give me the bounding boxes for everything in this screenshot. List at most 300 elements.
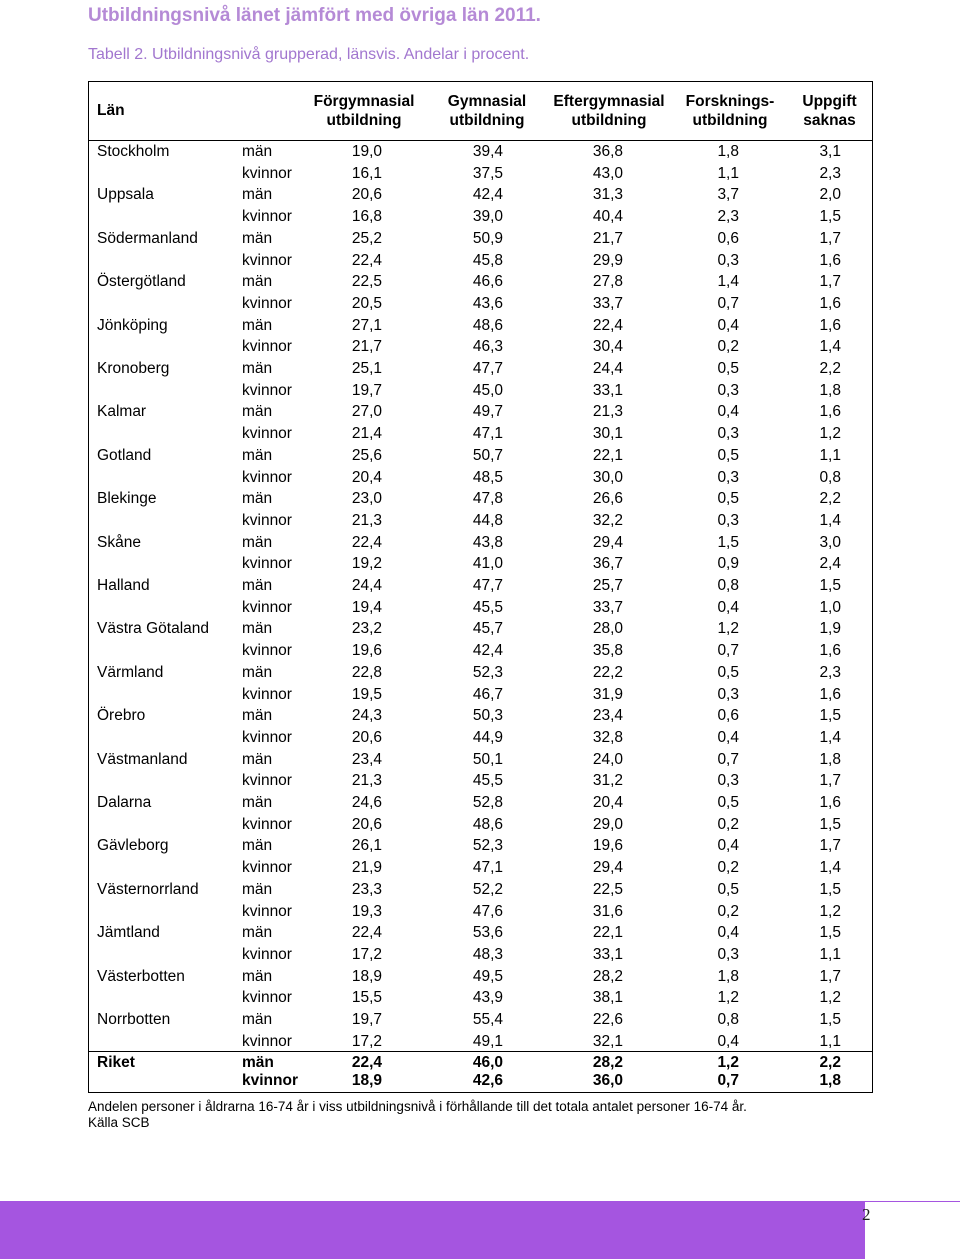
lan-name: Skåne: [97, 533, 141, 551]
table-row: [89, 445, 872, 467]
value-cell: 22,4: [351, 924, 382, 942]
value-cell: 24,0: [592, 750, 623, 768]
value-cell: 1,2: [717, 989, 739, 1007]
value-cell: 1,5: [819, 815, 841, 833]
value-cell: 22,1: [592, 924, 623, 942]
value-cell: 33,7: [592, 294, 623, 312]
header-lan: Län: [97, 102, 125, 119]
value-cell: 19,6: [592, 837, 623, 855]
value-cell: 45,5: [472, 598, 503, 616]
gender-label: män: [242, 1011, 273, 1028]
value-cell: 0,3: [717, 468, 739, 486]
gender-label: män: [242, 186, 273, 204]
value-cell: 0,4: [717, 837, 739, 855]
value-cell: 19,6: [351, 642, 382, 660]
value-cell: 1,1: [819, 446, 841, 464]
value-cell: 47,7: [472, 360, 503, 377]
gender-label: kvinnor: [242, 1032, 292, 1050]
table-row: [89, 640, 872, 662]
value-cell: 0,4: [717, 1032, 739, 1050]
value-cell: 1,6: [819, 294, 841, 312]
value-cell: 18,9: [351, 967, 382, 985]
table-row: [89, 141, 872, 163]
table-row: [89, 271, 872, 293]
lan-name: Riket: [97, 1054, 135, 1071]
value-cell: 0,5: [717, 360, 739, 377]
value-cell: 0,6: [717, 229, 739, 247]
value-cell: 22,1: [592, 446, 623, 464]
table-row: [89, 1009, 872, 1031]
value-cell: 28,2: [592, 967, 623, 985]
value-cell: 55,4: [472, 1011, 503, 1028]
table-row: [89, 163, 872, 185]
value-cell: 17,2: [351, 1032, 382, 1050]
value-cell: 21,4: [351, 425, 382, 443]
value-cell: 1,9: [819, 620, 841, 638]
value-cell: 1,8: [717, 967, 739, 985]
value-cell: 50,1: [472, 750, 503, 768]
value-cell: 36,0: [592, 1072, 623, 1089]
table-row: [89, 901, 872, 923]
gender-label: män: [242, 663, 273, 681]
value-cell: 21,9: [351, 859, 382, 877]
value-cell: 1,0: [819, 598, 841, 616]
value-cell: 1,2: [717, 1054, 739, 1071]
value-cell: 1,4: [819, 859, 841, 877]
table-row: [89, 857, 872, 879]
value-cell: 2,3: [819, 164, 841, 182]
table-row: [89, 358, 872, 380]
value-cell: 1,1: [717, 164, 739, 182]
value-cell: 23,2: [351, 620, 382, 638]
riket-divider: [89, 1051, 872, 1052]
table-caption: Tabell 2. Utbildningsnivå grupperad, länsvis. Andelar i procent.: [88, 46, 530, 63]
value-cell: 21,7: [592, 229, 623, 247]
value-cell: 47,1: [472, 425, 503, 443]
value-cell: 22,5: [351, 273, 382, 291]
value-cell: 1,2: [717, 620, 739, 638]
value-cell: 1,2: [819, 425, 841, 443]
table-row: [89, 770, 872, 792]
gender-label: kvinnor: [242, 555, 292, 573]
value-cell: 25,6: [351, 446, 382, 464]
value-cell: 26,6: [592, 490, 623, 508]
value-cell: 1,4: [819, 728, 841, 746]
value-cell: 0,7: [717, 750, 739, 768]
lan-name: Gotland: [97, 446, 152, 464]
table-row: [89, 966, 872, 988]
value-cell: 31,2: [592, 772, 623, 790]
value-cell: 48,6: [472, 815, 503, 833]
value-cell: 0,3: [717, 511, 739, 529]
value-cell: 1,5: [819, 208, 841, 226]
value-cell: 0,8: [717, 1011, 739, 1028]
value-cell: 0,5: [717, 446, 739, 464]
gender-label: kvinnor: [242, 338, 292, 356]
value-cell: 1,4: [819, 338, 841, 356]
value-cell: 15,5: [351, 989, 382, 1007]
value-cell: 45,0: [472, 381, 503, 399]
value-cell: 0,7: [717, 294, 739, 312]
value-cell: 0,8: [819, 468, 841, 486]
table-row: [89, 662, 872, 684]
gender-label: kvinnor: [242, 685, 292, 703]
value-cell: 19,7: [351, 381, 382, 399]
table-row: [89, 749, 872, 771]
table-row: [89, 575, 872, 597]
value-cell: 43,9: [472, 989, 503, 1007]
lan-name: Västernorrland: [97, 880, 199, 898]
value-cell: 46,3: [472, 338, 503, 356]
table-row: [89, 684, 872, 706]
value-cell: 1,8: [819, 1072, 841, 1089]
gender-label: män: [242, 533, 273, 551]
value-cell: 33,1: [592, 381, 623, 399]
lan-name: Stockholm: [97, 143, 170, 160]
gender-label: kvinnor: [242, 728, 292, 746]
value-cell: 18,9: [351, 1072, 382, 1089]
lan-name: Örebro: [97, 707, 146, 725]
value-cell: 31,3: [592, 186, 623, 204]
value-cell: 20,5: [351, 294, 382, 312]
table-row: [89, 206, 872, 228]
value-cell: 1,6: [819, 403, 841, 421]
table-row: [89, 401, 872, 423]
gender-label: män: [242, 1054, 274, 1071]
gender-label: kvinnor: [242, 164, 292, 182]
value-cell: 0,2: [717, 338, 739, 356]
value-cell: 44,8: [472, 511, 503, 529]
value-cell: 31,6: [592, 902, 623, 920]
lan-name: Jönköping: [97, 316, 168, 334]
value-cell: 46,6: [472, 273, 503, 291]
value-cell: 22,4: [592, 316, 623, 334]
value-cell: 21,3: [592, 403, 623, 421]
value-cell: 28,0: [592, 620, 623, 638]
value-cell: 48,6: [472, 316, 503, 334]
value-cell: 26,1: [351, 837, 382, 855]
value-cell: 0,5: [717, 880, 739, 898]
value-cell: 1,7: [819, 967, 841, 985]
value-cell: 47,1: [472, 859, 503, 877]
value-cell: 47,7: [472, 577, 503, 594]
value-cell: 24,6: [351, 794, 382, 811]
value-cell: 0,6: [717, 707, 739, 725]
lan-name: Norrbotten: [97, 1011, 171, 1028]
value-cell: 43,0: [592, 164, 623, 182]
header-forskning: Forsknings- utbildning: [685, 93, 775, 129]
value-cell: 1,5: [819, 577, 841, 594]
header-eftergymnasial: Eftergymnasial utbildning: [553, 93, 665, 129]
value-cell: 44,9: [472, 728, 503, 746]
value-cell: 19,2: [351, 555, 382, 573]
value-cell: 35,8: [592, 642, 623, 660]
value-cell: 1,6: [819, 685, 841, 703]
value-cell: 27,8: [592, 273, 623, 291]
value-cell: 33,1: [592, 945, 623, 963]
gender-label: män: [242, 229, 273, 247]
value-cell: 0,4: [717, 924, 739, 942]
value-cell: 21,3: [351, 772, 382, 790]
value-cell: 49,7: [472, 403, 503, 421]
value-cell: 0,3: [717, 381, 739, 399]
value-cell: 40,4: [592, 208, 623, 226]
value-cell: 30,4: [592, 338, 623, 356]
value-cell: 2,0: [819, 186, 841, 204]
gender-label: män: [242, 316, 273, 334]
gender-label: män: [242, 750, 273, 768]
value-cell: 19,0: [351, 143, 382, 160]
value-cell: 1,6: [819, 316, 841, 334]
value-cell: 0,3: [717, 685, 739, 703]
lan-name: Västerbotten: [97, 967, 185, 985]
value-cell: 37,5: [472, 164, 503, 182]
value-cell: 20,6: [351, 186, 382, 204]
value-cell: 1,4: [819, 511, 841, 529]
value-cell: 46,0: [472, 1054, 503, 1071]
table-row: [89, 879, 872, 901]
value-cell: 1,7: [819, 273, 841, 291]
value-cell: 53,6: [472, 924, 503, 942]
lan-name: Värmland: [97, 663, 164, 681]
header-gymnasial: Gymnasial utbildning: [447, 93, 527, 129]
value-cell: 49,1: [472, 1032, 503, 1050]
value-cell: 25,2: [351, 229, 382, 247]
value-cell: 43,8: [472, 533, 503, 551]
value-cell: 0,5: [717, 663, 739, 681]
value-cell: 27,1: [351, 316, 382, 334]
table-row: [89, 467, 872, 489]
value-cell: 52,8: [472, 794, 503, 811]
value-cell: 28,2: [592, 1054, 623, 1071]
value-cell: 30,0: [592, 468, 623, 486]
value-cell: 52,3: [472, 837, 503, 855]
education-table: [88, 81, 873, 1093]
table-row: [89, 293, 872, 315]
gender-label: kvinnor: [242, 598, 292, 616]
value-cell: 45,8: [472, 251, 503, 269]
lan-name: Östergötland: [97, 273, 186, 291]
value-cell: 47,6: [472, 902, 503, 920]
value-cell: 19,3: [351, 902, 382, 920]
value-cell: 16,8: [351, 208, 382, 226]
gender-label: kvinnor: [242, 294, 292, 312]
value-cell: 25,7: [592, 577, 623, 594]
value-cell: 0,3: [717, 945, 739, 963]
value-cell: 22,4: [351, 251, 382, 269]
value-cell: 32,1: [592, 1032, 623, 1050]
value-cell: 2,2: [819, 490, 841, 508]
value-cell: 0,3: [717, 425, 739, 443]
value-cell: 2,2: [819, 360, 841, 377]
value-cell: 0,2: [717, 859, 739, 877]
gender-label: män: [242, 273, 273, 291]
value-cell: 0,2: [717, 902, 739, 920]
gender-label: kvinnor: [242, 945, 292, 963]
value-cell: 1,1: [819, 945, 841, 963]
value-cell: 2,3: [819, 663, 841, 681]
value-cell: 33,7: [592, 598, 623, 616]
lan-name: Södermanland: [97, 229, 198, 247]
value-cell: 47,8: [472, 490, 503, 508]
value-cell: 23,4: [351, 750, 382, 768]
value-cell: 20,6: [351, 728, 382, 746]
value-cell: 48,3: [472, 945, 503, 963]
table-row: [89, 532, 872, 554]
value-cell: 32,2: [592, 511, 623, 529]
value-cell: 0,8: [717, 577, 739, 594]
value-cell: 20,4: [351, 468, 382, 486]
value-cell: 42,4: [472, 642, 503, 660]
table-row: [89, 792, 872, 814]
page-title: Utbildningsnivå länet jämfört med övriga län 2011.: [88, 5, 541, 26]
value-cell: 1,6: [819, 794, 841, 811]
value-cell: 1,5: [819, 880, 841, 898]
value-cell: 0,5: [717, 490, 739, 508]
value-cell: 1,7: [819, 772, 841, 790]
value-cell: 1,8: [717, 143, 739, 160]
table-row: [89, 228, 872, 250]
gender-label: kvinnor: [242, 208, 292, 226]
value-cell: 50,7: [472, 446, 503, 464]
value-cell: 45,7: [472, 620, 503, 638]
table-row: [89, 423, 872, 445]
gender-label: kvinnor: [242, 815, 292, 833]
table-row: [89, 705, 872, 727]
table-row: [89, 184, 872, 206]
gender-label: män: [242, 490, 273, 508]
table-row: [89, 380, 872, 402]
value-cell: 20,6: [351, 815, 382, 833]
table-row: [89, 336, 872, 358]
table-row: [89, 1070, 872, 1092]
table-row: [89, 944, 872, 966]
lan-name: Uppsala: [97, 186, 154, 204]
value-cell: 22,6: [592, 1011, 623, 1028]
value-cell: 16,1: [351, 164, 382, 182]
gender-label: kvinnor: [242, 1072, 298, 1089]
gender-label: män: [242, 620, 273, 638]
value-cell: 49,5: [472, 967, 503, 985]
lan-name: Blekinge: [97, 490, 157, 508]
value-cell: 22,5: [592, 880, 623, 898]
value-cell: 42,4: [472, 186, 503, 204]
value-cell: 2,2: [819, 1054, 841, 1071]
table-row: [89, 987, 872, 1009]
value-cell: 41,0: [472, 555, 503, 573]
lan-name: Kronoberg: [97, 360, 170, 377]
value-cell: 19,5: [351, 685, 382, 703]
value-cell: 1,1: [819, 1032, 841, 1050]
gender-label: män: [242, 837, 273, 855]
value-cell: 27,0: [351, 403, 382, 421]
value-cell: 39,0: [472, 208, 503, 226]
value-cell: 0,4: [717, 728, 739, 746]
value-cell: 25,1: [351, 360, 382, 377]
table-row: [89, 814, 872, 836]
gender-label: kvinnor: [242, 381, 292, 399]
table-row: [89, 250, 872, 272]
value-cell: 3,1: [819, 143, 841, 160]
gender-label: män: [242, 924, 273, 942]
value-cell: 0,9: [717, 555, 739, 573]
table-row: [89, 553, 872, 575]
value-cell: 1,7: [819, 837, 841, 855]
gender-label: män: [242, 360, 273, 377]
table-row: [89, 1031, 872, 1053]
value-cell: 22,4: [351, 533, 382, 551]
lan-name: Västra Götaland: [97, 620, 210, 638]
table-footnote: Andelen personer i åldrarna 16-74 år i viss utbildningsnivå i förhållande till det totala antalet personer 16-74 år. Källa SCB: [88, 1099, 747, 1130]
gender-label: kvinnor: [242, 425, 292, 443]
table-row: [89, 510, 872, 532]
gender-label: kvinnor: [242, 251, 292, 269]
value-cell: 50,3: [472, 707, 503, 725]
value-cell: 36,8: [592, 143, 623, 160]
gender-label: kvinnor: [242, 642, 292, 660]
value-cell: 1,5: [717, 533, 739, 551]
gender-label: män: [242, 446, 273, 464]
table-row: [89, 835, 872, 857]
value-cell: 32,8: [592, 728, 623, 746]
value-cell: 48,5: [472, 468, 503, 486]
lan-name: Dalarna: [97, 794, 152, 811]
value-cell: 50,9: [472, 229, 503, 247]
value-cell: 38,1: [592, 989, 623, 1007]
lan-name: Gävleborg: [97, 837, 169, 855]
value-cell: 30,1: [592, 425, 623, 443]
value-cell: 0,2: [717, 815, 739, 833]
value-cell: 20,4: [592, 794, 623, 811]
value-cell: 46,7: [472, 685, 503, 703]
value-cell: 52,3: [472, 663, 503, 681]
value-cell: 22,4: [351, 1054, 382, 1071]
gender-label: män: [242, 794, 273, 811]
value-cell: 1,7: [819, 229, 841, 247]
value-cell: 42,6: [472, 1072, 503, 1089]
value-cell: 23,4: [592, 707, 623, 725]
gender-label: kvinnor: [242, 468, 292, 486]
value-cell: 1,8: [819, 750, 841, 768]
value-cell: 0,4: [717, 316, 739, 334]
header-uppgift-saknas: Uppgift saknas: [802, 93, 857, 129]
gender-label: kvinnor: [242, 511, 292, 529]
page-number-box: [865, 1201, 960, 1260]
value-cell: 21,7: [351, 338, 382, 356]
value-cell: 3,7: [717, 186, 739, 204]
value-cell: 23,0: [351, 490, 382, 508]
lan-name: Halland: [97, 577, 150, 594]
value-cell: 1,8: [819, 381, 841, 399]
value-cell: 24,4: [592, 360, 623, 377]
value-cell: 2,3: [717, 208, 739, 226]
value-cell: 24,4: [351, 577, 382, 594]
gender-label: män: [242, 403, 273, 421]
gender-label: män: [242, 707, 273, 725]
table-row: [89, 315, 872, 337]
value-cell: 0,3: [717, 772, 739, 790]
value-cell: 29,0: [592, 815, 623, 833]
value-cell: 1,2: [819, 902, 841, 920]
lan-name: Kalmar: [97, 403, 147, 421]
value-cell: 21,3: [351, 511, 382, 529]
value-cell: 22,2: [592, 663, 623, 681]
value-cell: 0,7: [717, 1072, 739, 1089]
gender-label: män: [242, 143, 273, 160]
value-cell: 29,4: [592, 533, 623, 551]
value-cell: 29,4: [592, 859, 623, 877]
value-cell: 2,4: [819, 555, 841, 573]
